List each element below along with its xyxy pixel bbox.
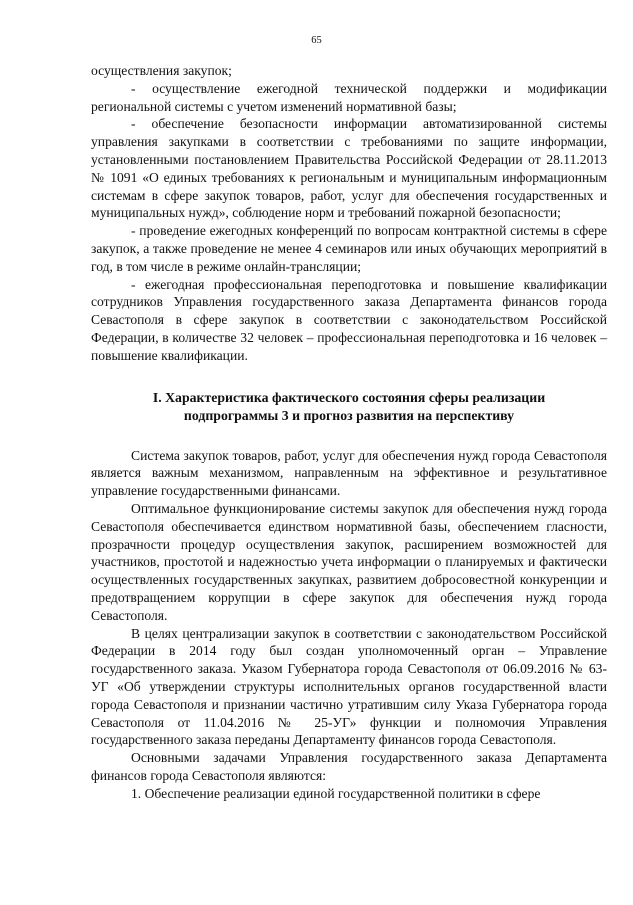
section-heading-line-2: подпрограммы 3 и прогноз развития на перспективу [183,407,515,423]
paragraph-continuation: осуществления закупок; [91,63,232,78]
paragraph-main-tasks: Основными задачами Управления государственного заказа Департамента финансов города Севастополя являются: [91,750,607,783]
page-number: 65 [311,35,322,46]
list-item-tech-support: - осуществление ежегодной технической поддержки и модификации региональной системы с учетом изменений нормативной базы; [91,80,607,114]
paragraph-procurement-system: Система закупок товаров, работ, услуг для обеспечения нужд города Севастополя является важным механизмом, направленным на эффективное и результативное управление государственными финансами. [91,447,607,499]
section-heading [91,389,607,425]
list-item-training: - ежегодная профессиональная переподготовка и повышение квалификации сотрудников Управления государственного заказа Департамента финансов города Севастополя в сфере закупок в соответствии с законодательством Российской Федерации, в количестве 32 человек – профессиональная переподготовка и 16 человек – повышение квалификации. [91,276,607,363]
paragraph-optimal-functioning: Оптимальное функционирование системы закупок для обеспечения нужд города Севастополя обеспечивается единством нормативной базы, обеспечением гласности, прозрачности процедур осуществления закупок, расширением возможностей для участников, простотой и надежностью учета информации о планируемых и фактически осуществленных государственных закупках, развитием добросовестной конкуренции и предотвращением коррупции в сфере закупок для обеспечения нужд города Севастополя. [91,500,607,623]
document-body [91,62,607,802]
paragraph-task-1: 1. Обеспечение реализации единой государственной политики в сфере [131,785,541,801]
list-item-info-security: - обеспечение безопасности информации автоматизированной системы управления закупками в соответствии с требованиями по защите информации, установленными постановлением Правительства Российской Федерации от 28.11.2013 № 1091 «О единых требованиях к региональным и муниципальным информационным системам в сфере закупок товаров, работ, услуг для обеспечения государственных и муниципальных нужд», соблюдение норм и требований пожарной безопасности; [91,116,607,221]
list-item-conferences: - проведение ежегодных конференций по вопросам контрактной системы в сфере закупок, а также проведение не менее 4 семинаров или иных обучающих мероприятий в год, в том числе в режиме онлайн-трансляции; [91,223,607,274]
section-heading-line-1: I. Характеристика фактического состояния сферы реализации [152,389,546,405]
paragraph-centralization: В целях централизации закупок в соответствии с законодательством Российской Федерации в 2014 году был создан уполномоченный орган – Управление государственного заказа. Указом Губернатора города Севастополя от 06.09.2016 № 63-УГ «Об утверждении структуры исполнительных органов государственной власти города Севастополя и признании частично утратившим силу Указа Губернатора города Севастополя от 11.04.2016 № 25-УГ» функции и полномочия Управления государственного заказа переданы Департаменту финансов города Севастополя. [91,625,607,748]
